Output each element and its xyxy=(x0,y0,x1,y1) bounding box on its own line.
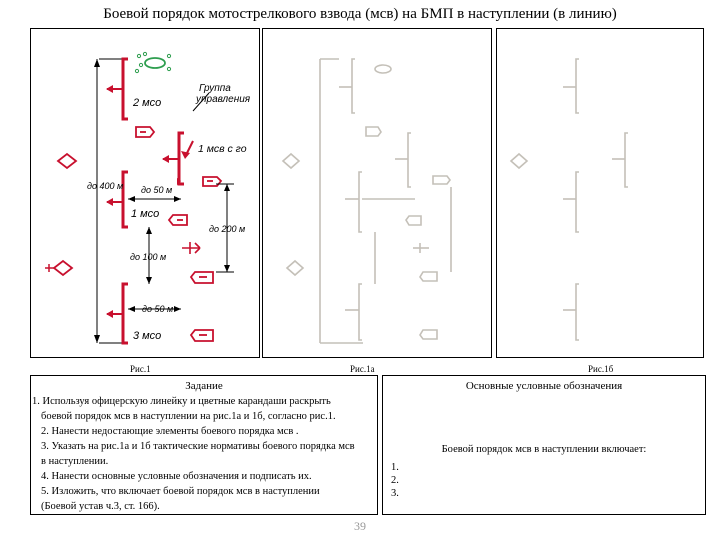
distance-100-label: до 100 м xyxy=(130,252,167,262)
figure-1b-panel xyxy=(496,28,704,358)
legend-heading: Основные условные обозначения xyxy=(465,380,623,392)
task-heading: Задание xyxy=(185,380,223,392)
control-group-label-part: Группа xyxy=(199,83,231,94)
distance-50-bottom-label: до 50 м xyxy=(142,304,174,314)
diamond-icon xyxy=(54,261,72,275)
task-line: 3. Указать на рис.1а и 1б тактические нормативы боевого порядка мсв xyxy=(41,441,355,452)
control-group-label-part: управления xyxy=(196,94,251,105)
squad-3-label: 3 мсо xyxy=(133,330,162,342)
squad-2-bracket xyxy=(106,59,128,119)
legend-item: 3. xyxy=(391,488,399,499)
page-number: 39 xyxy=(354,519,366,533)
distance-50-top-label: до 50 м xyxy=(141,185,173,195)
figure-1b-diagram xyxy=(497,29,705,359)
diamond-icon xyxy=(58,154,76,168)
squad-1-commander-bracket xyxy=(162,133,184,184)
figure-1b-caption: Рис.1б xyxy=(588,364,614,374)
squad-3-bracket xyxy=(106,284,128,343)
legend-items xyxy=(391,461,399,500)
distance-400-label: до 400 м xyxy=(87,181,124,191)
legend-item: 2. xyxy=(391,475,399,486)
figure-1-caption: Рис.1 xyxy=(130,364,151,374)
task-box xyxy=(30,375,378,515)
figure-1a-diagram xyxy=(263,29,493,359)
task-line: (Боевой устав ч.3, ст. 166). xyxy=(41,501,160,512)
aircraft-icon xyxy=(182,242,200,254)
task-line: в наступлении. xyxy=(41,456,109,467)
control-group-label xyxy=(195,83,251,105)
legend-item: 1. xyxy=(391,462,399,473)
task-line: 2. Нанести недостающие элементы боевого порядка мсв . xyxy=(41,426,299,437)
task-line: 1. Используя офицерскую линейку и цветные карандаши раскрыть xyxy=(32,396,331,407)
task-line: 4. Нанести основные условные обозначения и подписать их. xyxy=(41,471,312,482)
task-line: 5. Изложить, что включает боевой порядок мсв в наступлении xyxy=(41,486,320,497)
page-title: Боевой порядок мотострелкового взвода (мсв) на БМП в наступлении (в линию) xyxy=(103,6,617,22)
control-group-symbol xyxy=(135,52,170,72)
figure-1a-caption: Рис.1а xyxy=(350,364,375,374)
squad-1-label: 1 мсо xyxy=(131,208,160,220)
task-line: боевой порядок мсв в наступлении на рис.1а и 1б, согласно рис.1. xyxy=(41,411,336,422)
legend-box xyxy=(382,375,706,515)
legend-includes-text: Боевой порядок мсв в наступлении включает: xyxy=(441,444,647,455)
squad-1-commander-label: 1 мсв с го xyxy=(198,143,247,155)
squad-2-label: 2 мсо xyxy=(133,97,162,109)
figure-1-panel xyxy=(30,28,260,358)
figure-1-diagram xyxy=(31,29,261,359)
figure-1a-panel xyxy=(262,28,492,358)
distance-200-label: до 200 м xyxy=(209,224,246,234)
task-list xyxy=(32,394,371,514)
